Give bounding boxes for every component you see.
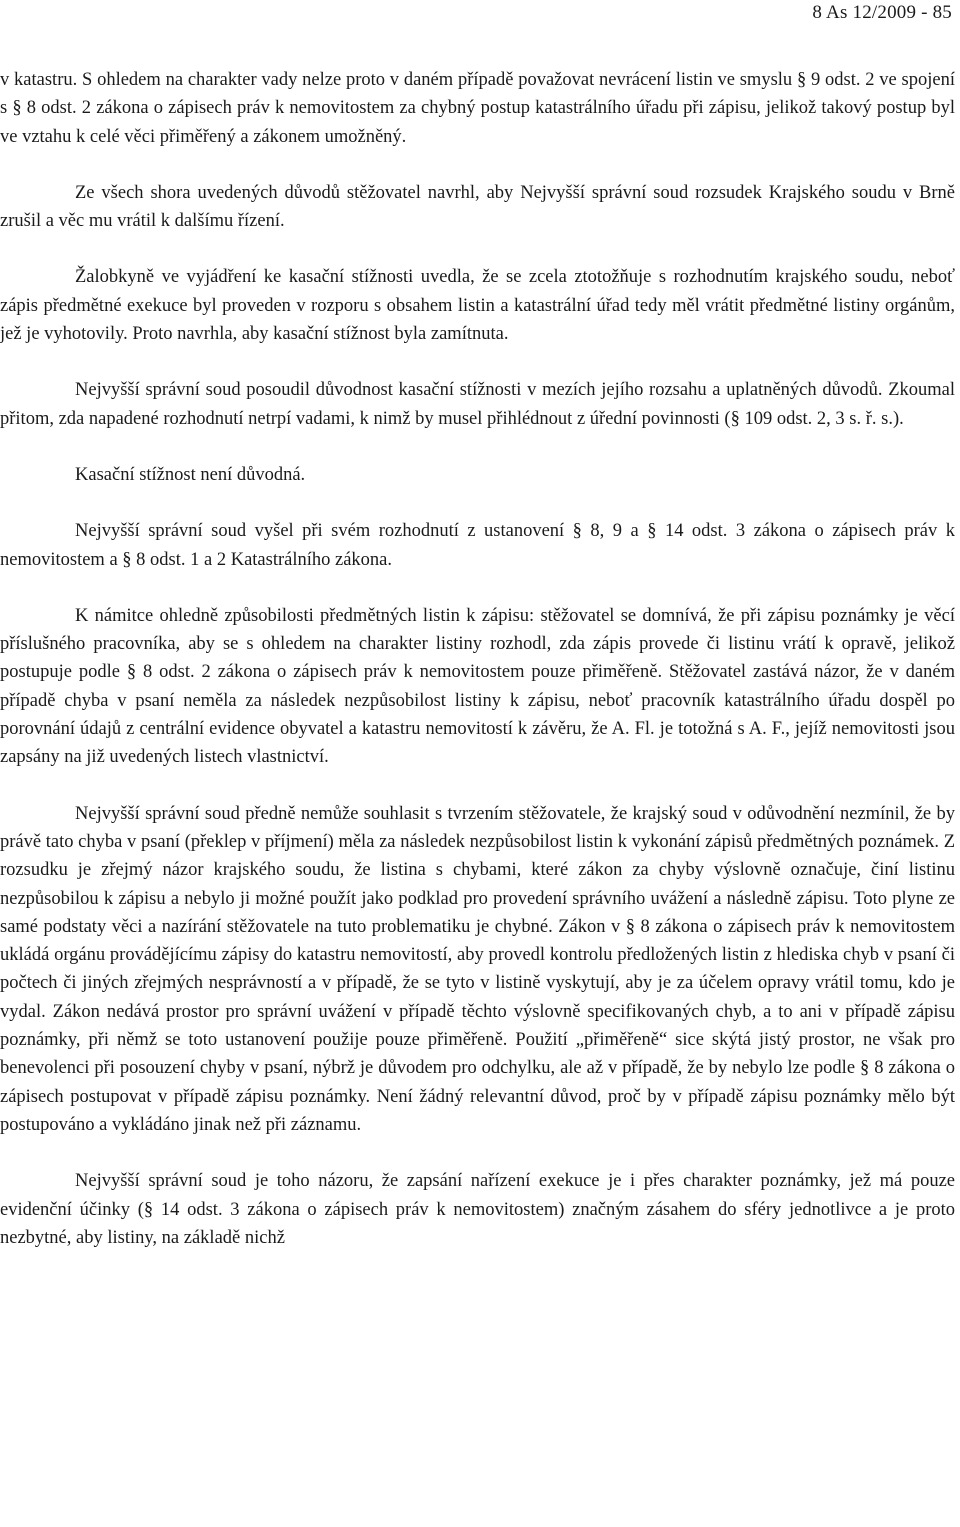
- case-reference: 8 As 12/2009 - 85: [812, 2, 952, 23]
- paragraph-verdict: Kasační stížnost není důvodná.: [75, 464, 306, 485]
- paragraph-continuation: v katastru. S ohledem na charakter vady nelze proto v daném případě považovat nevrácení listin ve smyslu § 9 odst. 2 ve spojení s § 8 odst. 2 zákona o zápisech práv k nemovitostem za chybný postup katastrálního úřadu při zápisu, jelikož takový postup byl ve vztahu k celé věci přiměřený a zákonem umožněný.: [0, 70, 955, 147]
- paragraph-review-scope: Nejvyšší správní soud posoudil důvodnost kasační stížnosti v mezích jejího rozsahu a uplatněných důvodů. Zkoumal přitom, zda napadené rozhodnutí netrpí vadami, k nimž by musel přihlédnout z úřední povinnosti (§ 109 odst. 2, 3 s. ř. s.).: [0, 380, 955, 429]
- paragraph-proposal: Ze všech shora uvedených důvodů stěžovatel navrhl, aby Nejvyšší správní soud rozsudek Krajského soudu v Brně zrušil a věc mu vrátil k dalšímu řízení.: [0, 182, 955, 232]
- paragraph-objection: K námitce ohledně způsobilosti předmětných listin k zápisu: stěžovatel se domnívá, že při zápisu poznámky je věcí příslušného pracovníka, aby se s ohledem na charakter listiny rozhodl, zda zápis provede či listinu vrátí k opravě, jelikož postupuje podle § 8 odst. 2 zákona o zápisech práv k nemovitostem pouze přiměřeně. Stěžovatel zastává názor, že v daném případě chyba v psaní neměla za následek nezpůsobilost listiny k zápisu, neboť pracovník katastrálního úřadu dospěl po porovnání údajů z centrální evidence obyvatel a katastru nemovitostí k závěru, že A. Fl. je totožná s A. F., jejíž nemovitosti jsou zapsány na již uvedených listech vlastnictví.: [0, 605, 955, 768]
- paragraph-legal-basis: Nejvyšší správní soud vyšel při svém rozhodnutí z ustanovení § 8, 9 a § 14 odst. 3 zákona o zápisech práv k nemovitostem a § 8 odst. 1 a 2 Katastrálního zákona.: [0, 521, 955, 570]
- paragraph-court-opinion: Nejvyšší správní soud je toho názoru, že zapsání nařízení exekuce je i přes charakter poznámky, jež má pouze evidenční účinky (§ 14 odst. 3 zákona o zápisech práv k nemovitostem) značným zásahem do sféry jednotlivce a je proto nezbytné, aby listiny, na základě nichž: [0, 1171, 955, 1248]
- paragraph-court-reasoning: Nejvyšší správní soud předně nemůže souhlasit s tvrzením stěžovatele, že krajský soud v odůvodnění nezmínil, že by právě tato chyba v psaní (překlep v příjmení) měla za následek nezpůsobilost listin k vykonání zápisů předmětných poznámek. Z rozsudku je zřejmý názor krajského soudu, že listina s chybami, které zákon za chyby výslovně označuje, činí listinu nezpůsobilou k zápisu a nebylo ji možné použít jako podklad pro provedení správního uvážení a následně zápisu. Toto plyne ze samé podstaty věci a nazírání stěžovatele na tuto problematiku je chybné. Zákon v § 8 zákona o zápisech práv k nemovitostem ukládá orgánu provádějícímu zápisy do katastru nemovitostí, aby provedl kontrolu předložených listin z hlediska chyb v psaní či počtech či jiných zřejmých nesprávností a v případě, že se tyto v listině vyskytují, aby je za účelem opravy vrátil tomu, kdo je vydal. Zákon nedává prostor pro správní uvážení v případě těchto výslovně specifikovaných chyb, a to ani v případě zápisu poznámky, při němž se toto ustanovení použije pouze přiměřeně. Použití „přiměřeně“ sice skýtá jistý prostor, ne však pro benevolenci při posouzení chyby v psaní, nýbrž je důvodem pro odchylku, ale až v případě, že by nebylo lze podle § 8 zákona o zápisech postupovat v případě zápisu poznámky. Není žádný relevantní důvod, proč by v případě zápisu poznámky mělo být postupováno a vykládáno jinak než při záznamu.: [0, 803, 955, 1135]
- paragraph-response: Žalobkyně ve vyjádření ke kasační stížnosti uvedla, že se zcela ztotožňuje s rozhodnutím krajského soudu, neboť zápis předmětné exekuce byl proveden v rozporu s obsahem listin a katastrální úřad tedy měl vrátit předmětné listiny orgánům, jež je vyhotovily. Proto navrhla, aby kasační stížnost byla zamítnuta.: [0, 267, 955, 345]
- document-body: [0, 66, 955, 1252]
